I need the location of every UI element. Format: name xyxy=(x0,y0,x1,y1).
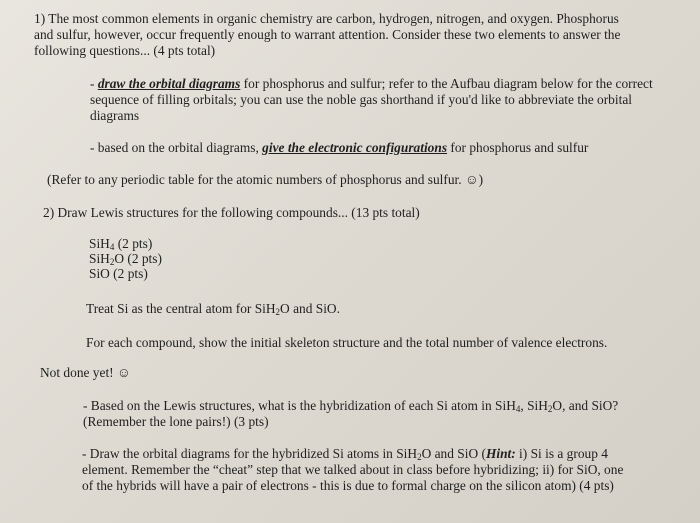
hyb-text-b: , SiH xyxy=(520,398,548,413)
bullet-2-pre: - based on the orbital diagrams, xyxy=(90,140,263,155)
electronic-configurations-phrase: give the electronic configurations xyxy=(262,140,448,155)
hybrid-orbital-question-line-3: of the hybrids will have a pair of electrons - this is due to formal charge on the silicon atom) (4 pts) xyxy=(82,478,614,493)
q1-line-3: following questions... (4 pts total) xyxy=(34,43,216,58)
hyb-sub-1: 4 xyxy=(515,404,521,414)
q1-line-1: 1) The most common elements in organic chemistry are carbon, hydrogen, nitrogen, and oxygen. Phosphorus xyxy=(34,11,619,26)
hyb2-text-b: O and SiO ( xyxy=(421,446,486,461)
hybrid-orbital-question xyxy=(82,446,608,462)
bullet-2-rest: for phosphorus and sulfur xyxy=(447,140,589,155)
q2-title: 2) Draw Lewis structures for the following compounds... (13 pts total) xyxy=(43,205,420,220)
hybridization-question-line-2: (Remember the lone pairs!) (3 pts) xyxy=(83,414,269,429)
bullet-dash: - xyxy=(90,76,98,91)
draw-orbital-diagrams-phrase: draw the orbital diagrams xyxy=(97,76,241,91)
q1-bullet-1 xyxy=(90,76,653,92)
hybrid-orbital-question-line-2: element. Remember the “cheat” step that we talked about in class before hybridizing; ii) for SiO, one xyxy=(82,462,624,477)
compound-sio: SiO (2 pts) xyxy=(89,266,148,281)
sih2o-points: O (2 pts) xyxy=(114,251,162,266)
treat-si-central xyxy=(86,301,340,317)
hyb-sub-2: 2 xyxy=(547,404,553,414)
sih2o-subscript: 2 xyxy=(109,257,115,267)
skeleton-instruction: For each compound, show the initial skeleton structure and the total number of valence electrons. xyxy=(86,335,608,350)
hybridization-question xyxy=(83,398,618,414)
treat-text-b: O and SiO. xyxy=(280,301,340,316)
treat-text-a: Treat Si as the central atom for SiH xyxy=(86,301,276,316)
treat-subscript: 2 xyxy=(275,307,281,317)
q1-bullet-2 xyxy=(90,140,588,156)
hyb2-text-c: i) Si is a group 4 xyxy=(515,446,608,461)
hyb2-text-a: - Draw the orbital diagrams for the hybridized Si atoms in SiH xyxy=(82,446,418,461)
bullet-1-rest: for phosphorus and sulfur; refer to the Aufbau diagram below for the correct xyxy=(240,76,653,91)
hyb-text-a: - Based on the Lewis structures, what is the hybridization of each Si atom in SiH xyxy=(83,398,516,413)
sih2o-formula: SiH xyxy=(89,251,110,266)
q1-line-2: and sulfur, however, occur frequently enough to warrant attention. Consider these two elements to answer the xyxy=(34,27,621,42)
hint-label: Hint: xyxy=(485,446,516,461)
sih4-subscript: 4 xyxy=(109,242,115,252)
refer-periodic-table: (Refer to any periodic table for the atomic numbers of phosphorus and sulfur. ☺) xyxy=(47,172,484,187)
hyb2-sub: 2 xyxy=(417,452,422,462)
q1-bullet-1-line-3: diagrams xyxy=(90,108,140,123)
q1-bullet-1-line-2: sequence of filling orbitals; you can use the noble gas shorthand if you'd like to abbreviate the orbital xyxy=(90,92,632,107)
compound-sih2o xyxy=(89,251,162,267)
not-done-yet: Not done yet! ☺ xyxy=(40,365,131,380)
compound-sih4 xyxy=(89,236,152,252)
hyb-text-c: O, and SiO? xyxy=(552,398,619,413)
sih4-points: (2 pts) xyxy=(114,236,153,251)
sih4-formula: SiH xyxy=(89,236,110,251)
